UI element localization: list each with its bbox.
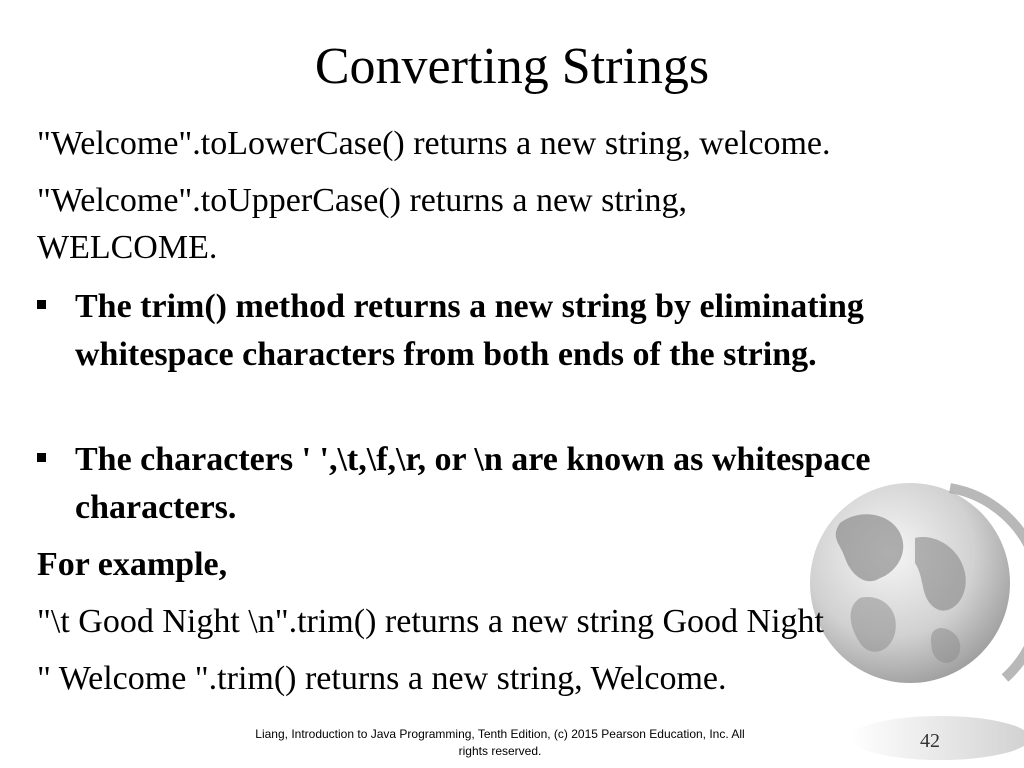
text-line-uppercase: "Welcome".toUpperCase() returns a new string, (37, 182, 688, 219)
bullet-square-icon (37, 300, 46, 309)
footer-line-1: Liang, Introduction to Java Programming, Tenth Edition, (c) 2015 Pearson Education, Inc. All (255, 727, 745, 741)
bullet-text: The trim() method returns a new string by eliminating whitespace characters from both ends of the string. (75, 288, 864, 373)
text-line-uppercase-result: WELCOME. (37, 229, 218, 266)
text-line-lowercase: "Welcome".toLowerCase() returns a new string, welcome. (37, 125, 831, 162)
footer-copyright (200, 726, 800, 760)
example-line-good-night: "\t Good Night \n".trim() returns a new string Good Night (37, 603, 824, 640)
bullet-square-icon (37, 453, 46, 462)
example-heading: For example, (37, 546, 228, 583)
example-line-welcome: " Welcome ".trim() returns a new string, Welcome. (37, 660, 727, 697)
slide-title: Converting Strings (314, 38, 710, 95)
page-number: 42 (920, 730, 940, 752)
bullet-text: The characters ' ',\t,\f,\r, or \n are known as whitespace characters. (75, 441, 871, 526)
footer-line-2: rights reserved. (458, 744, 542, 758)
